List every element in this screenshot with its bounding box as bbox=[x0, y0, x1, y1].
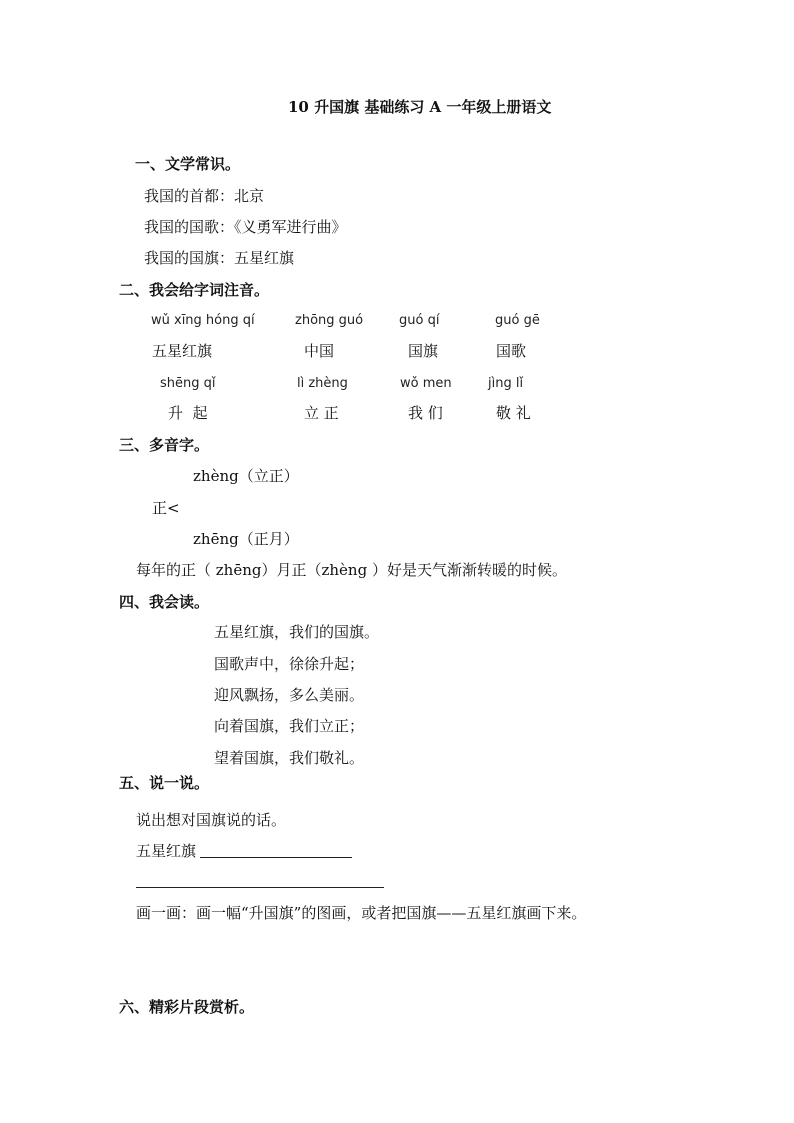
pinyin-wuxinghongqi: wǔ xīng hóng qí bbox=[151, 313, 255, 328]
page-title: 10 升国旗 基础练习 A 一年级上册语文 bbox=[288, 98, 552, 116]
pinyin-shengqi: shēng qǐ bbox=[160, 376, 216, 391]
zheng-upper-reading: zhèng（立正） bbox=[193, 467, 299, 485]
word-lizheng: 立 正 bbox=[304, 404, 339, 422]
poem-line: 国歌声中，徐徐升起； bbox=[214, 655, 365, 673]
polyphone-sentence: 每年的正（ zhēng）月正（zhèng ）好是天气渐渐转暖的时候。 bbox=[136, 561, 567, 579]
section-1-heading: 一、文学常识。 bbox=[135, 155, 241, 173]
zheng-lower-reading: zhēng（正月） bbox=[193, 530, 299, 548]
word-zhongguo: 中国 bbox=[304, 342, 335, 360]
pinyin-guoge: guó gē bbox=[495, 313, 540, 328]
poem-line: 向着国旗，我们立正； bbox=[214, 717, 365, 735]
pinyin-jingli: jìng lǐ bbox=[488, 376, 524, 391]
word-wuxinghongqi: 五星红旗 bbox=[152, 342, 213, 360]
anthem-line: 我国的国歌：《义勇军进行曲》 bbox=[144, 218, 347, 236]
answer-blank-2[interactable] bbox=[136, 887, 384, 888]
speak-prompt: 说出想对国旗说的话。 bbox=[136, 811, 287, 829]
pinyin-guoqi: guó qí bbox=[399, 313, 440, 328]
polyphone-char: 正< bbox=[152, 499, 180, 517]
poem-line: 望着国旗，我们敬礼。 bbox=[214, 749, 365, 767]
flag-line: 我国的国旗：五星红旗 bbox=[144, 249, 295, 267]
word-women: 我 们 bbox=[408, 404, 443, 422]
section-5-heading: 五、说一说。 bbox=[119, 774, 210, 792]
draw-instruction: 画一画：画一幅“升国旗”的图画，或者把国旗——五星红旗画下来。 bbox=[136, 904, 587, 922]
poem-line: 五星红旗，我们的国旗。 bbox=[214, 623, 380, 641]
word-guoge: 国歌 bbox=[496, 342, 527, 360]
poem-line: 迎风飘扬，多么美丽。 bbox=[214, 686, 365, 704]
word-shengqi: 升 起 bbox=[168, 404, 208, 422]
section-6-heading: 六、精彩片段赏析。 bbox=[119, 998, 255, 1016]
word-guoqi: 国旗 bbox=[408, 342, 439, 360]
section-2-heading: 二、我会给字词注音。 bbox=[119, 281, 270, 299]
pinyin-zhongguo: zhōng guó bbox=[295, 313, 364, 328]
capital-line: 我国的首都：北京 bbox=[144, 187, 265, 205]
section-4-heading: 四、我会读。 bbox=[119, 593, 210, 611]
section-3-heading: 三、多音字。 bbox=[119, 436, 210, 454]
pinyin-lizheng: lì zhèng bbox=[297, 376, 348, 391]
answer-blank-1[interactable] bbox=[200, 857, 352, 858]
pinyin-women: wǒ men bbox=[400, 376, 452, 391]
fill-prefix: 五星红旗 bbox=[136, 842, 197, 860]
word-jingli: 敬 礼 bbox=[496, 404, 531, 422]
